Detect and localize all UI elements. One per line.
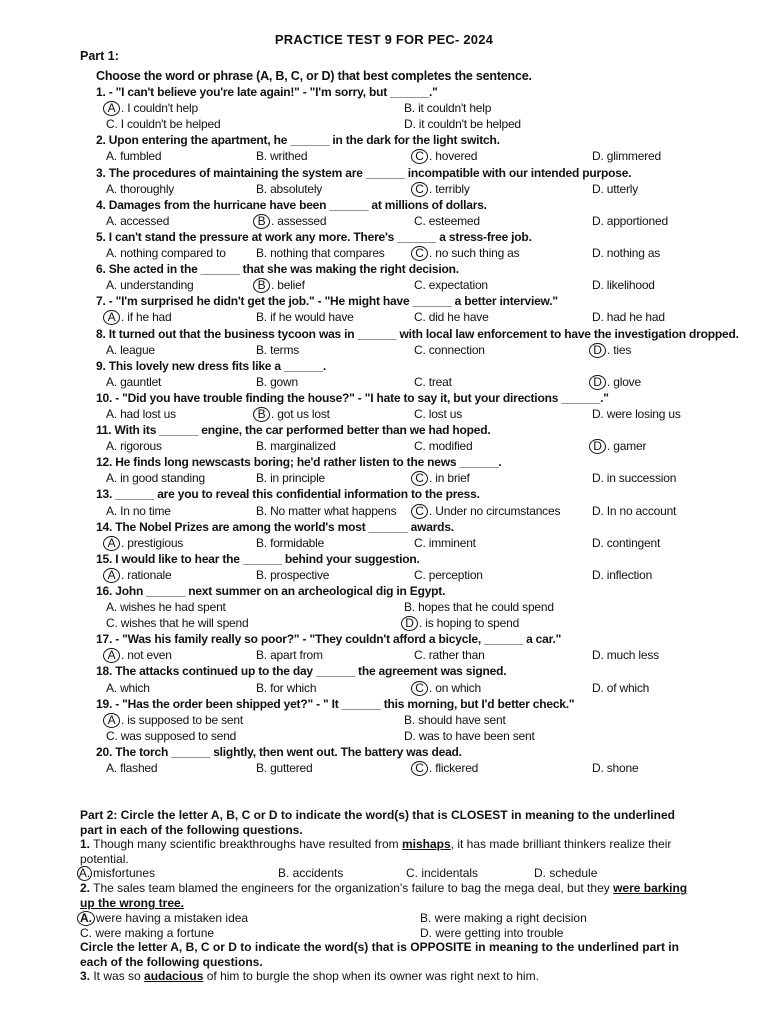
question-9: 9. This lovely new dress fits like a ______. bbox=[96, 358, 326, 373]
question-7: 7. - "I'm surprised he didn't get the job." - "He might have ______ a better interview." bbox=[96, 294, 558, 309]
question-text: , it has made brilliant thinkers realize their potential. bbox=[80, 837, 672, 866]
option-c[interactable]: C. was supposed to send bbox=[106, 728, 237, 743]
circled-answer-mark: C bbox=[411, 246, 428, 261]
question-text: It was so bbox=[90, 969, 145, 984]
option-a[interactable]: A . rationale bbox=[106, 567, 256, 583]
options-row bbox=[96, 615, 696, 631]
question-4: 4. Damages from the hurricane have been ______ at millions of dollars. bbox=[96, 197, 487, 212]
options-row bbox=[96, 712, 696, 728]
option-b[interactable]: B. guttered bbox=[256, 761, 313, 776]
question-1: 1. - "I can't believe you're late again!" - "I'm sorry, but ______." bbox=[96, 85, 438, 100]
option-c[interactable]: C. treat bbox=[414, 374, 452, 389]
option-b[interactable]: B. formidable bbox=[256, 535, 325, 550]
circled-answer-mark: A bbox=[103, 536, 120, 551]
option-d[interactable]: D. nothing as bbox=[592, 246, 661, 261]
circled-answer-mark: B bbox=[253, 278, 270, 293]
option-c[interactable]: C . no such thing as bbox=[414, 245, 592, 261]
options-row bbox=[96, 342, 696, 358]
options-row bbox=[96, 309, 696, 325]
option-d[interactable]: D. of which bbox=[592, 680, 650, 695]
page-title: PRACTICE TEST 9 FOR PEC- 2024 bbox=[274, 32, 494, 47]
option-a[interactable]: A. understanding bbox=[106, 278, 194, 293]
part2-q2-options-row1 bbox=[80, 911, 700, 926]
option-c[interactable]: C. incidentals bbox=[406, 866, 479, 881]
question-19: 19. - "Has the order been shipped yet?" - " It ______ this morning, but I'd better check." bbox=[96, 696, 575, 711]
option-d[interactable]: D . ties bbox=[592, 342, 702, 358]
options-row bbox=[96, 148, 696, 164]
options-row bbox=[96, 470, 696, 486]
options-row bbox=[96, 245, 696, 261]
options-row bbox=[96, 680, 696, 696]
underlined-word: audacious bbox=[144, 969, 204, 984]
option-b[interactable]: B. if he would have bbox=[256, 310, 354, 325]
circled-answer-mark: C bbox=[411, 149, 428, 164]
question-8: 8. It turned out that the business tycoon was in ______ with local law enforcement to have the investigation dropped. bbox=[96, 326, 739, 341]
options-row bbox=[96, 374, 696, 390]
question-list bbox=[96, 84, 739, 776]
question-12: 12. He finds long newscasts boring; he'd rather listen to the news ______. bbox=[96, 455, 502, 470]
option-c[interactable]: C. expectation bbox=[414, 278, 488, 293]
options-row bbox=[96, 116, 696, 132]
circled-answer-mark: C bbox=[411, 761, 428, 776]
question-text: Though many scientific breakthroughs have resulted from bbox=[90, 837, 402, 852]
part2-question-3 bbox=[80, 969, 700, 984]
part2-question-2 bbox=[80, 881, 700, 910]
question-text: of him to burgle the shop when its owner was right next to him. bbox=[203, 969, 539, 984]
option-a[interactable]: A. gauntlet bbox=[106, 374, 162, 389]
underlined-phrase: were barking up the wrong tree. bbox=[80, 881, 688, 910]
option-d[interactable]: D. in succession bbox=[592, 471, 677, 486]
options-row bbox=[96, 647, 696, 663]
option-c[interactable]: C . hovered bbox=[414, 148, 592, 164]
option-a[interactable]: A. rigorous bbox=[106, 439, 162, 454]
question-11: 11. With its ______ engine, the car performed better than we had hoped. bbox=[96, 423, 491, 438]
option-d[interactable]: D. it couldn't be helped bbox=[404, 117, 521, 132]
option-c[interactable]: C . terribly bbox=[414, 181, 592, 197]
question-3: 3. The procedures of maintaining the system are ______ incompatible with our intended purpose. bbox=[96, 165, 632, 180]
option-c[interactable]: C. did he have bbox=[414, 310, 489, 325]
part2-q2-options-row2 bbox=[80, 926, 700, 941]
option-d[interactable]: D. were getting into trouble bbox=[420, 925, 564, 940]
option-c[interactable]: C. were making a fortune bbox=[80, 925, 215, 940]
option-b[interactable]: B. writhed bbox=[256, 149, 308, 164]
circled-answer-mark: A bbox=[103, 310, 120, 325]
option-c[interactable]: C . flickered bbox=[414, 760, 592, 776]
part2-instruction-opposite: Circle the letter A, B, C or D to indicate the word(s) that is OPPOSITE in meaning to the underlined part in each of the following questions. bbox=[80, 940, 679, 969]
options-row bbox=[96, 181, 696, 197]
option-b[interactable]: B . assessed bbox=[256, 213, 414, 229]
option-d[interactable]: D. shone bbox=[592, 761, 639, 776]
question-number: 1. bbox=[80, 837, 91, 852]
option-b[interactable]: B. in principle bbox=[256, 471, 326, 486]
option-a[interactable]: A. In no time bbox=[106, 503, 171, 518]
options-row bbox=[96, 567, 696, 583]
option-c[interactable]: C . Under no circumstances bbox=[414, 503, 592, 519]
option-a[interactable]: A . if he had bbox=[106, 309, 256, 325]
option-b[interactable]: B. No matter what happens bbox=[256, 503, 397, 518]
option-a[interactable]: A.were having a mistaken idea bbox=[80, 911, 420, 926]
option-b[interactable]: B. hopes that he could spend bbox=[404, 600, 554, 615]
part1-label: Part 1: bbox=[80, 49, 119, 63]
option-b[interactable]: B. terms bbox=[256, 342, 300, 357]
option-d[interactable]: D. utterly bbox=[592, 181, 639, 196]
circled-answer-mark: C bbox=[411, 504, 428, 519]
option-d[interactable]: D. had he had bbox=[592, 310, 665, 325]
option-c[interactable]: C. wishes that he will spend bbox=[106, 616, 249, 631]
part2-q1-options bbox=[80, 866, 700, 881]
options-row bbox=[96, 599, 696, 615]
options-row bbox=[96, 728, 696, 744]
option-c[interactable]: C . in brief bbox=[414, 470, 592, 486]
option-a[interactable]: A. which bbox=[106, 680, 150, 695]
option-a[interactable]: A . not even bbox=[106, 647, 256, 663]
option-b[interactable]: B. accidents bbox=[278, 866, 344, 881]
option-b[interactable]: B. apart from bbox=[256, 648, 323, 663]
circled-answer-mark: A bbox=[103, 648, 120, 663]
option-d[interactable]: D. apportioned bbox=[592, 213, 668, 228]
option-b[interactable]: B. nothing that compares bbox=[256, 246, 385, 261]
options-row bbox=[96, 277, 696, 293]
option-c[interactable]: C. modified bbox=[414, 439, 473, 454]
option-d[interactable]: D. In no account bbox=[592, 503, 677, 518]
option-d[interactable]: D . glove bbox=[592, 374, 702, 390]
option-b[interactable]: B. it couldn't help bbox=[404, 101, 492, 116]
question-number: 2. bbox=[80, 881, 91, 896]
part2-section bbox=[80, 808, 700, 984]
circled-answer-mark: D bbox=[401, 616, 418, 631]
option-c[interactable]: C. lost us bbox=[414, 406, 463, 421]
options-row bbox=[96, 438, 696, 454]
option-b[interactable]: B . got us lost bbox=[256, 406, 414, 422]
circled-answer-mark: D bbox=[589, 343, 606, 358]
option-a[interactable]: A . prestigious bbox=[106, 535, 256, 551]
circled-answer-mark: D bbox=[589, 375, 606, 390]
option-b[interactable]: B. gown bbox=[256, 374, 298, 389]
question-16: 16. John ______ next summer on an archeological dig in Egypt. bbox=[96, 584, 446, 598]
option-d[interactable]: D. glimmered bbox=[592, 149, 661, 164]
option-a[interactable]: A . I couldn't help bbox=[106, 100, 404, 116]
options-row bbox=[96, 535, 696, 551]
question-13: 13. ______ are you to reveal this confidential information to the press. bbox=[96, 487, 480, 502]
option-d[interactable]: D. contingent bbox=[592, 535, 661, 550]
question-text: The sales team blamed the engineers for the organization's failure to bag the mega deal, but they bbox=[90, 881, 614, 896]
option-c[interactable]: C. connection bbox=[414, 342, 485, 357]
option-a[interactable]: A. fumbled bbox=[106, 149, 162, 164]
option-a[interactable]: A. nothing compared to bbox=[106, 246, 226, 261]
option-a[interactable]: A.misfortunes bbox=[78, 866, 156, 881]
option-b[interactable]: B. absolutely bbox=[256, 181, 323, 196]
circled-answer-mark: D bbox=[589, 439, 606, 454]
option-d[interactable]: D. much less bbox=[592, 648, 659, 663]
option-d[interactable]: D . is hoping to spend bbox=[404, 615, 704, 631]
question-number: 3. bbox=[80, 969, 91, 984]
circled-answer-mark: C bbox=[411, 471, 428, 486]
options-row bbox=[96, 760, 696, 776]
option-c[interactable]: C. perception bbox=[414, 567, 483, 582]
question-17: 17. - "Was his family really so poor?" - "They couldn't afford a bicycle, ______ a car." bbox=[96, 632, 562, 647]
option-a[interactable]: A. in good standing bbox=[106, 471, 205, 486]
option-a[interactable]: A. accessed bbox=[106, 213, 170, 228]
option-c[interactable]: C. esteemed bbox=[414, 213, 480, 228]
option-a[interactable]: A . is supposed to be sent bbox=[106, 712, 404, 728]
option-a[interactable]: A. flashed bbox=[106, 761, 158, 776]
part1-instruction: Choose the word or phrase (A, B, C, or D) that best completes the sentence. bbox=[96, 69, 532, 83]
option-b[interactable]: B. prospective bbox=[256, 567, 330, 582]
question-15: 15. I would like to hear the ______ behind your suggestion. bbox=[96, 551, 420, 566]
option-c[interactable]: C . on which bbox=[414, 680, 592, 696]
part2-instruction: Part 2: Circle the letter A, B, C or D to indicate the word(s) that is CLOSEST in meaning to the underlined part in each of the following questions. bbox=[80, 808, 675, 837]
circled-answer-mark: A bbox=[103, 101, 120, 116]
options-row bbox=[96, 503, 696, 519]
option-b[interactable]: B. were making a right decision bbox=[420, 910, 587, 925]
question-5: 5. I can't stand the pressure at work any more. There's ______ a stress-free job. bbox=[96, 229, 532, 244]
option-a[interactable]: A. thoroughly bbox=[106, 181, 175, 196]
option-d[interactable]: D. were losing us bbox=[592, 406, 681, 421]
option-c[interactable]: C. rather than bbox=[414, 648, 485, 663]
option-d[interactable]: D. likelihood bbox=[592, 278, 655, 293]
circled-answer-mark: C bbox=[411, 182, 428, 197]
circled-answer-mark: B bbox=[253, 407, 270, 422]
option-c[interactable]: C. imminent bbox=[414, 535, 476, 550]
question-18: 18. The attacks continued up to the day ______ the agreement was signed. bbox=[96, 664, 507, 679]
option-a[interactable]: A. league bbox=[106, 342, 155, 357]
options-row bbox=[96, 100, 696, 116]
question-14: 14. The Nobel Prizes are among the world's most ______ awards. bbox=[96, 519, 454, 534]
option-d[interactable]: D. was to have been sent bbox=[404, 728, 535, 743]
options-row bbox=[96, 406, 696, 422]
question-10: 10. - "Did you have trouble finding the house?" - "I hate to say it, but your directions ______." bbox=[96, 390, 609, 405]
question-2: 2. Upon entering the apartment, he ______ in the dark for the light switch. bbox=[96, 133, 500, 148]
option-b[interactable]: B . belief bbox=[256, 277, 414, 293]
circled-answer-mark: A bbox=[103, 713, 120, 728]
option-b[interactable]: B. for which bbox=[256, 680, 317, 695]
circled-answer-mark: B bbox=[253, 214, 270, 229]
option-b[interactable]: B. should have sent bbox=[404, 712, 506, 727]
question-20: 20. The torch ______ slightly, then went out. The battery was dead. bbox=[96, 744, 462, 759]
option-d[interactable]: D. schedule bbox=[534, 866, 598, 881]
question-6: 6. She acted in the ______ that she was making the right decision. bbox=[96, 262, 459, 277]
option-d[interactable]: D . gamer bbox=[592, 438, 702, 454]
option-c[interactable]: C. I couldn't be helped bbox=[106, 117, 221, 132]
part2-question-1 bbox=[80, 837, 700, 866]
option-d[interactable]: D. inflection bbox=[592, 567, 653, 582]
circled-answer-mark: C bbox=[411, 681, 428, 696]
option-b[interactable]: B. marginalized bbox=[256, 439, 336, 454]
circled-answer-mark: A bbox=[103, 568, 120, 583]
part1-section bbox=[96, 68, 739, 776]
option-a[interactable]: A. had lost us bbox=[106, 406, 176, 421]
option-a[interactable]: A. wishes he had spent bbox=[106, 600, 226, 615]
options-row bbox=[96, 213, 696, 229]
underlined-word: mishaps bbox=[401, 837, 451, 852]
